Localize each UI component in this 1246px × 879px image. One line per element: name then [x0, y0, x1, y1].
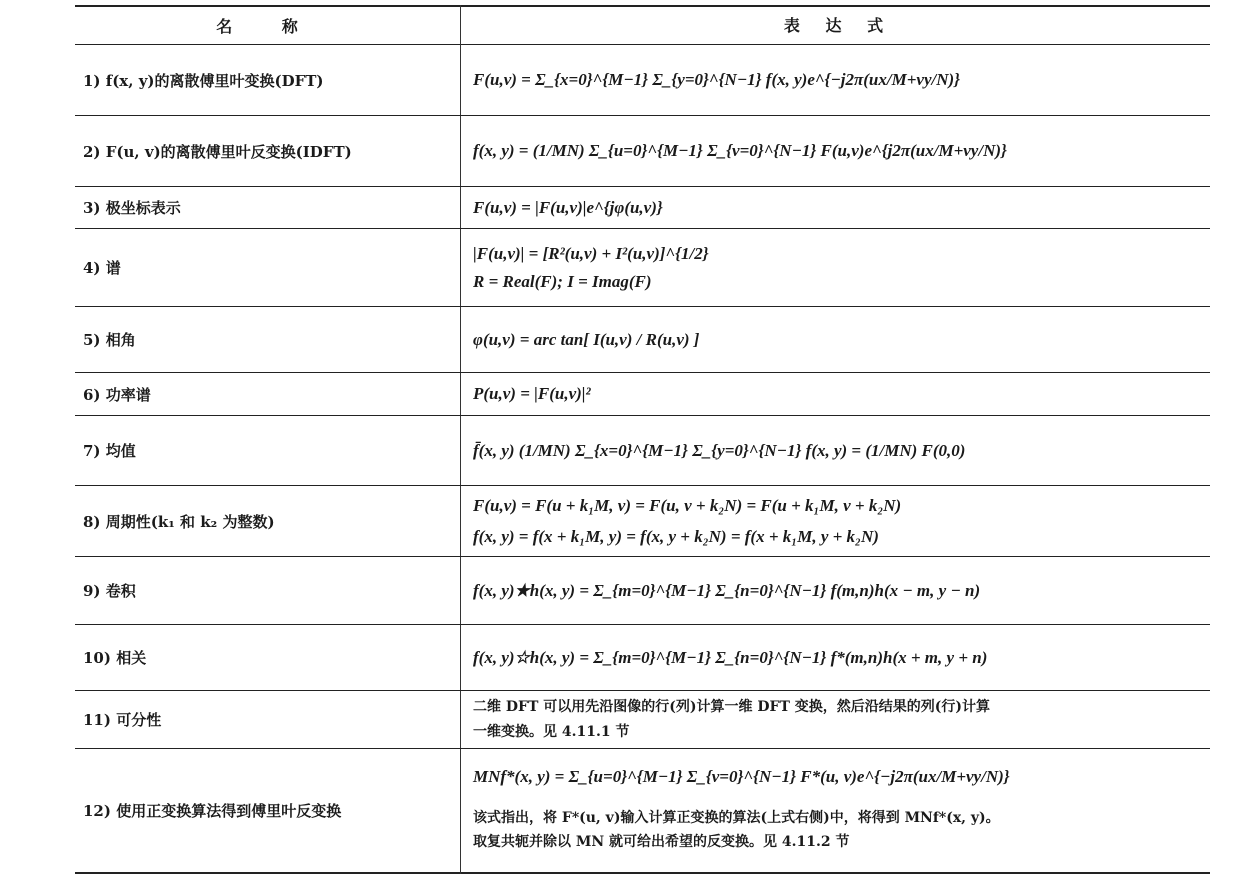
- table-row: [75, 45, 1210, 115]
- formula-line: F(u,v) = Σ_{x=0}^{M−1} Σ_{y=0}^{N−1} f(x, y)e^{−j2π(ux/M+vy/N)}: [473, 70, 961, 90]
- row-expression: [473, 229, 1204, 306]
- table-row: [75, 416, 1210, 485]
- table-row: [75, 557, 1210, 624]
- bottom-rule: [75, 872, 1210, 874]
- formula-line: F(u,v) = F(u + k₁M, v) = F(u, v + k₂N) = F(u + k₁M, v + k₂N): [473, 495, 902, 515]
- header-row: [75, 7, 1210, 44]
- prose-line: 一维变换。见 4.11.1 节: [473, 723, 630, 740]
- row-expression: [473, 45, 1204, 115]
- formula-line: f(x, y) = f(x + k₁M, y) = f(x, y + k₂N) = f(x + k₁M, y + k₂N): [473, 527, 879, 546]
- row-name: 8) 周期性(k₁ 和 k₂ 为整数): [83, 512, 275, 531]
- formula-line: f̄(x, y) (1/MN) Σ_{x=0}^{M−1} Σ_{y=0}^{N−1} f(x, y) = (1/MN) F(0,0): [473, 440, 966, 460]
- row-name: 4) 谱: [83, 259, 121, 277]
- table-row: [75, 373, 1210, 415]
- row-name: 2) F(u, v)的离散傅里叶反变换(IDFT): [83, 142, 352, 161]
- row-expression: [473, 416, 1204, 485]
- formula-line: f(x, y)☆h(x, y) = Σ_{m=0}^{M−1} Σ_{n=0}^{N−1} f*(m,n)h(x + m, y + n): [473, 647, 988, 667]
- row-name: 5) 相角: [83, 331, 136, 349]
- formula-line: |F(u,v)| = [R²(u,v) + I²(u,v)]^{1/2}: [473, 244, 709, 264]
- row-expression: [473, 307, 1204, 372]
- header-name: 名 称: [216, 17, 320, 36]
- row-expression: [473, 749, 1204, 872]
- row-expression: [473, 116, 1204, 186]
- dft-properties-table: [75, 0, 1210, 879]
- table-row: [75, 187, 1210, 228]
- row-name: 11) 可分性: [83, 711, 162, 729]
- table-row: [75, 116, 1210, 186]
- formula-line: MNf*(x, y) = Σ_{u=0}^{M−1} Σ_{v=0}^{N−1} F*(u, v)e^{−j2π(ux/M+vy/N)}: [473, 767, 1010, 787]
- formula-line: f(x, y)★h(x, y) = Σ_{m=0}^{M−1} Σ_{n=0}^{N−1} f(m,n)h(x − m, y − n): [473, 580, 981, 600]
- formula-line: R = Real(F); I = Imag(F): [473, 271, 652, 291]
- row-expression: [473, 691, 1204, 748]
- formula-line: f(x, y) = (1/MN) Σ_{u=0}^{M−1} Σ_{v=0}^{N−1} F(u,v)e^{j2π(ux/M+vy/N)}: [473, 141, 1007, 161]
- row-name: 12) 使用正变换算法得到傅里叶反变换: [83, 802, 342, 820]
- table-row: [75, 486, 1210, 556]
- formula-line: P(u,v) = |F(u,v)|²: [473, 384, 591, 404]
- row-expression: [473, 625, 1204, 690]
- row-expression: [473, 486, 1204, 556]
- row-name: 10) 相关: [83, 649, 147, 667]
- header-expression: 表 达 式: [783, 15, 894, 35]
- table-row: [75, 307, 1210, 372]
- row-name: 6) 功率谱: [83, 385, 151, 404]
- table-row: [75, 749, 1210, 872]
- formula-line: φ(u,v) = arc tan[ I(u,v) / R(u,v) ]: [473, 329, 700, 349]
- prose-line: 该式指出，将 F*(u, v)输入计算正变换的算法(上式右侧)中，将得到 MNf*(x, y)。: [473, 809, 1000, 826]
- prose-line: 二维 DFT 可以用先沿图像的行(列)计算一维 DFT 变换，然后沿结果的列(行)计算: [473, 699, 990, 715]
- table-row: [75, 229, 1210, 306]
- row-name: 9) 卷积: [83, 582, 136, 600]
- row-name: 1) f(x, y)的离散傅里叶变换(DFT): [83, 71, 324, 90]
- table-row: [75, 691, 1210, 748]
- prose-line: 取复共轭并除以 MN 就可给出希望的反变换。见 4.11.2 节: [473, 834, 850, 851]
- row-expression: [473, 187, 1204, 228]
- formula-line: F(u,v) = |F(u,v)|e^{jφ(u,v)}: [473, 197, 663, 217]
- table-row: [75, 625, 1210, 690]
- row-expression: [473, 557, 1204, 624]
- row-expression: [473, 373, 1204, 415]
- row-name: 7) 均值: [83, 442, 136, 460]
- row-name: 3) 极坐标表示: [83, 199, 181, 217]
